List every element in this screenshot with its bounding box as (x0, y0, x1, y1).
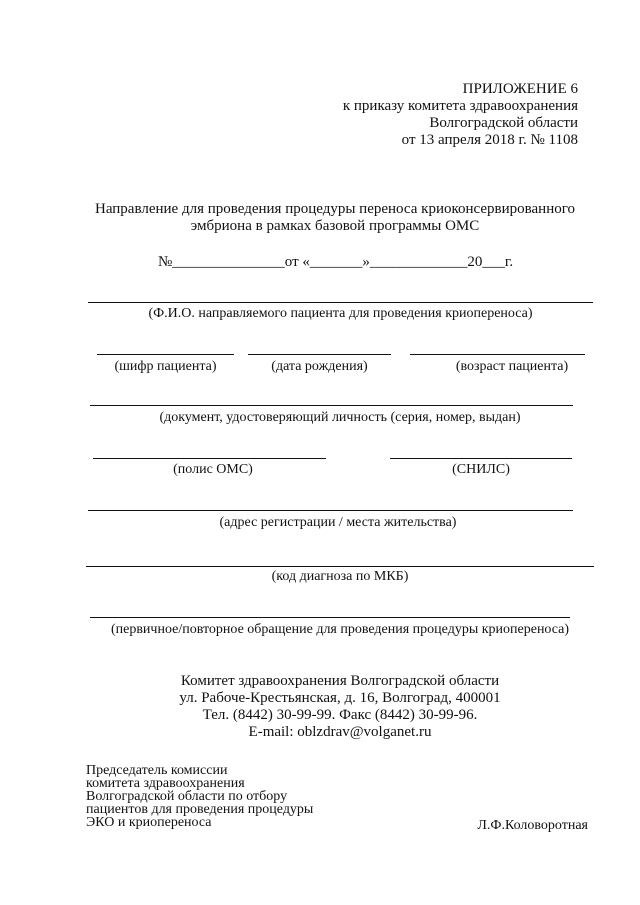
patient-code-caption: (шифр пациента) (114, 359, 217, 374)
committee-email: E-mail: oblzdrav@volganet.ru (248, 724, 432, 740)
oms-policy-line (93, 458, 326, 459)
form-title-line1: Направление для проведения процедуры переноса криоконсервированного (94, 201, 576, 217)
visit-type-line (90, 617, 570, 618)
committee-name: Комитет здравоохранения Волгоградской области (180, 673, 500, 689)
committee-phone: Тел. (8442) 30-99-99. Факс (8442) 30-99-96. (202, 707, 478, 723)
appendix-date-line: от 13 апреля 2018 г. № 1108 (401, 132, 578, 148)
birth-date-line (248, 354, 391, 355)
snils-caption: (СНИЛС) (452, 462, 510, 477)
signatory-title-line4: пациентов для проведения процедуры (86, 802, 314, 817)
patient-code-line (97, 354, 234, 355)
appendix-region-line: Волгоградской области (429, 115, 578, 131)
patient-age-caption: (возраст пациента) (455, 359, 569, 374)
signatory-title-line3: Волгоградской области по отбору (86, 789, 288, 804)
signatory-title-line2: комитета здравоохранения (86, 776, 245, 791)
address-caption: (адрес регистрации / места жительства) (219, 515, 457, 530)
birth-date-caption: (дата рождения) (271, 359, 368, 374)
signatory-title-line1: Председатель комиссии (86, 763, 228, 778)
appendix-order-line: к приказу комитета здравоохранения (342, 98, 578, 114)
address-line (88, 510, 573, 511)
snils-line (390, 458, 572, 459)
visit-type-caption: (первичное/повторное обращение для проведения процедуры криопереноса) (110, 622, 570, 637)
diagnosis-code-caption: (код диагноза по МКБ) (271, 569, 409, 584)
referral-number-date-line: №_______________от «_______»_____________20___г. (158, 254, 514, 270)
signatory-name: Л.Ф.Коловоротная (477, 818, 588, 833)
patient-name-caption: (Ф.И.О. направляемого пациента для проведения криопереноса) (148, 306, 533, 321)
identity-document-caption: (документ, удостоверяющий личность (серия, номер, выдан) (159, 410, 521, 425)
oms-policy-caption: (полис ОМС) (173, 462, 253, 477)
signatory-title-line5: ЭКО и криопереноса (86, 815, 212, 830)
form-title-line2: эмбриона в рамках базовой программы ОМС (190, 218, 480, 234)
committee-address: ул. Рабоче-Крестьянская, д. 16, Волгоград, 400001 (179, 690, 501, 706)
identity-document-line (90, 405, 573, 406)
appendix-title: ПРИЛОЖЕНИЕ 6 (462, 81, 578, 97)
patient-name-line (88, 302, 593, 303)
patient-age-line (410, 354, 585, 355)
diagnosis-code-line (86, 566, 594, 567)
